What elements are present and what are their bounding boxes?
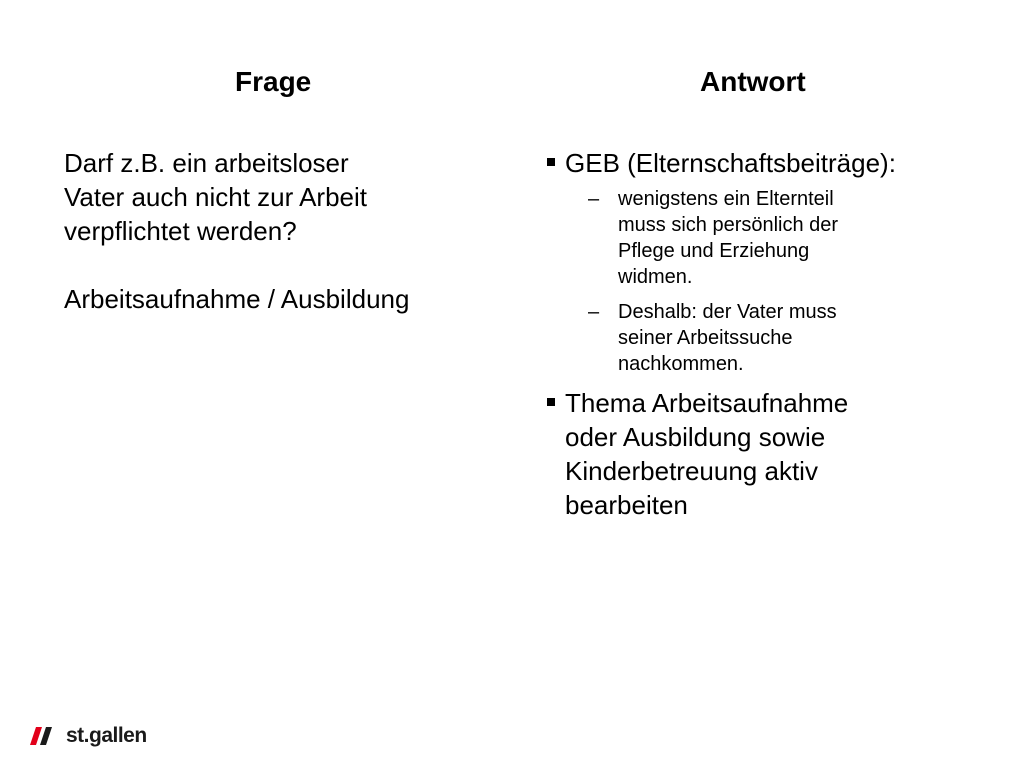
- st-gallen-logo: [30, 722, 147, 750]
- question-column: [64, 146, 504, 316]
- question-line: Vater auch nicht zur Arbeit: [64, 182, 368, 212]
- question-topic-text: Arbeitsaufnahme / Ausbildung: [64, 284, 410, 314]
- answer-subitem: [546, 186, 986, 290]
- subitem-line: Deshalb: der Vater muss: [618, 301, 837, 323]
- stripes-logo-icon: [30, 725, 64, 747]
- subitem-line: nachkommen.: [618, 353, 744, 375]
- answer-sublist: [546, 186, 986, 377]
- subitem-line: widmen.: [618, 266, 693, 288]
- logo-text: st.gallen: [66, 724, 147, 747]
- question-line: verpflichtet werden?: [64, 216, 297, 246]
- square-bullet-icon: [547, 398, 555, 406]
- subitem-line: seiner Arbeitssuche: [618, 327, 793, 349]
- question-topic: [64, 282, 504, 316]
- answer-bullet-thema: [546, 386, 986, 522]
- answer-column: [546, 146, 986, 522]
- answer-bullet-geb: [546, 146, 986, 180]
- question-heading: Frage: [235, 66, 312, 97]
- subitem-line: wenigstens ein Elternteil: [618, 188, 834, 210]
- subitem-line: muss sich persönlich der: [618, 214, 839, 236]
- dash-bullet-icon: –: [588, 188, 600, 210]
- answer-bullet-text: GEB (Elternschaftsbeiträge):: [565, 148, 896, 178]
- answer-bullet-line: Thema Arbeitsaufnahme: [565, 388, 849, 418]
- question-text: [64, 146, 504, 248]
- question-line: Darf z.B. ein arbeitsloser: [64, 148, 349, 178]
- answer-bullet-line: bearbeiten: [565, 490, 688, 520]
- answer-bullet-line: Kinderbetreuung aktiv: [565, 456, 818, 486]
- subitem-line: Pflege und Erziehung: [618, 240, 810, 262]
- answer-subitem: [546, 299, 986, 377]
- square-bullet-icon: [547, 158, 555, 166]
- answer-bullet-line: oder Ausbildung sowie: [565, 422, 826, 452]
- dash-bullet-icon: –: [588, 301, 600, 323]
- answer-heading: Antwort: [700, 66, 806, 97]
